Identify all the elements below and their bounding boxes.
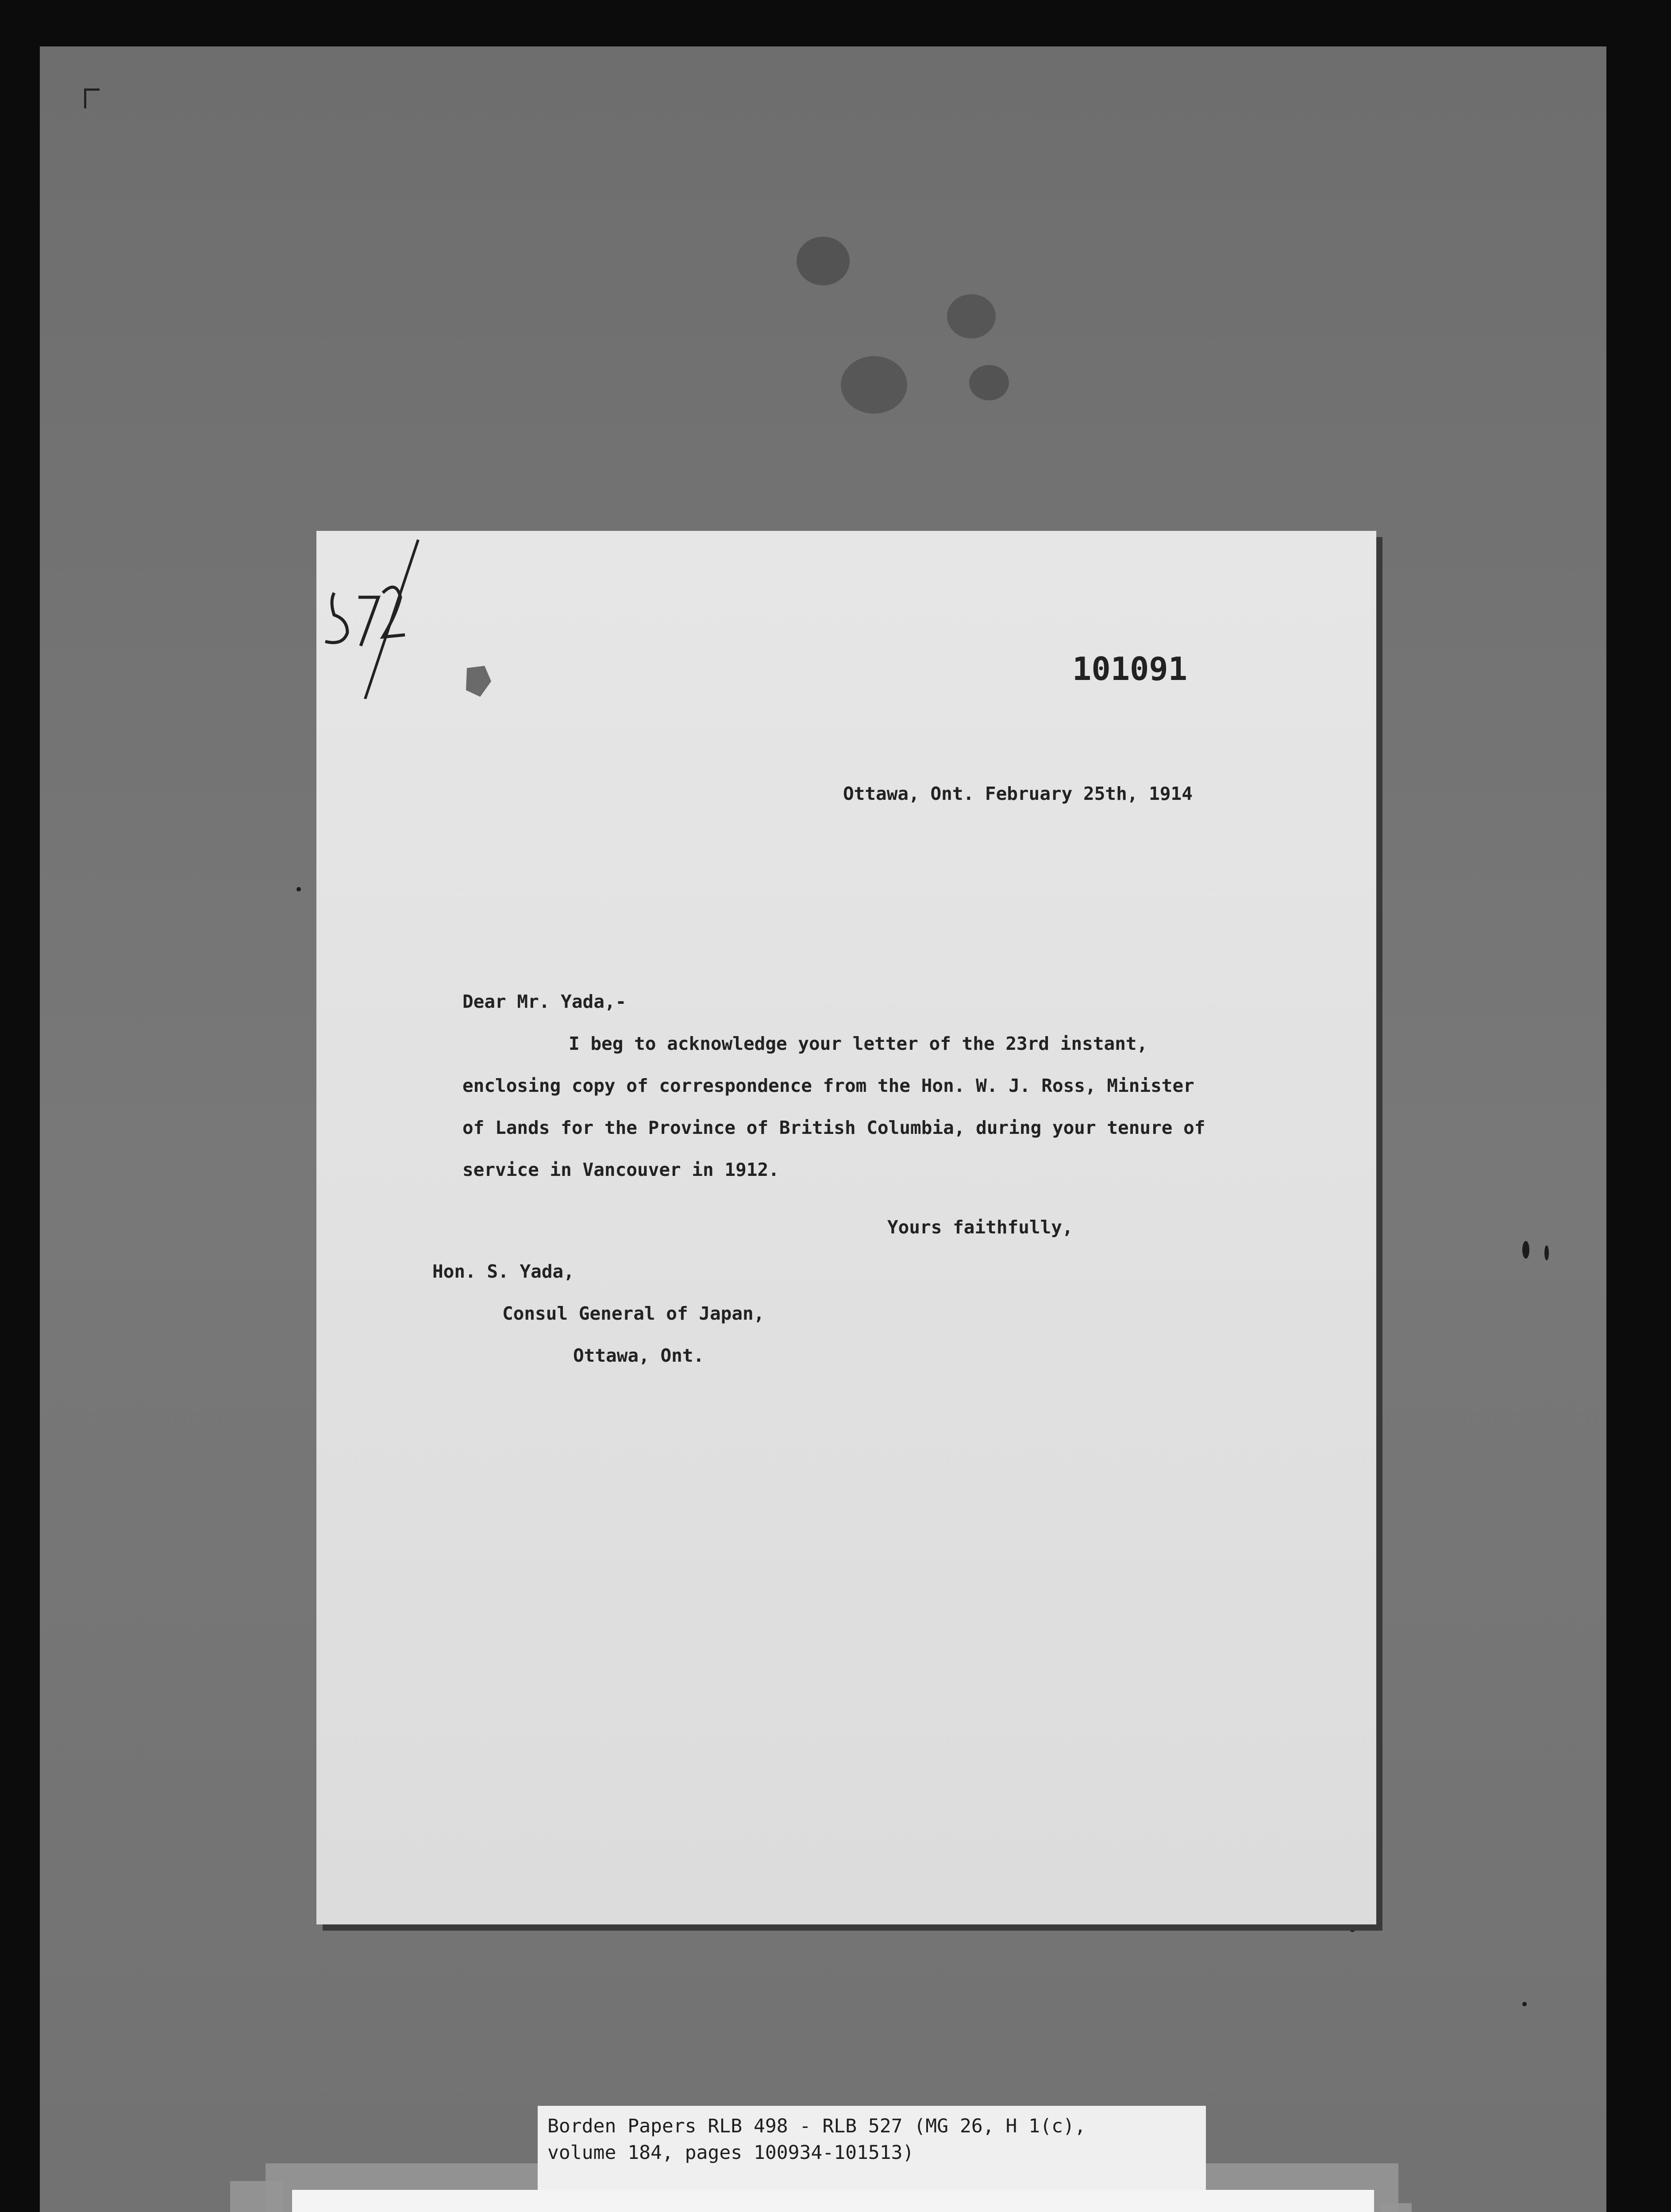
source-line: volume 184, pages 100934-101513) bbox=[547, 2142, 914, 2164]
body-line: of Lands for the Province of British Columbia, during your tenure of bbox=[462, 1117, 1205, 1138]
salutation: Dear Mr. Yada,- bbox=[462, 991, 627, 1012]
body-line: I beg to acknowledge your letter of the 23rd instant, bbox=[569, 1033, 1148, 1054]
closing: Yours faithfully, bbox=[887, 1217, 1073, 1238]
addressee-name: Hon. S. Yada, bbox=[432, 1261, 574, 1282]
handwritten-number-drawing bbox=[316, 531, 423, 699]
handwritten-number bbox=[316, 531, 423, 699]
body-line: enclosing copy of correspondence from the Hon. W. J. Ross, Minister bbox=[462, 1075, 1194, 1096]
source-line: Borden Papers RLB 498 - RLB 527 (MG 26, H 1(c), bbox=[547, 2115, 1086, 2137]
frame-corner-mark bbox=[84, 88, 100, 108]
tape-strip bbox=[1381, 2203, 1412, 2212]
addressee-city: Ottawa, Ont. bbox=[573, 1345, 705, 1366]
document-number: 101091 bbox=[1072, 650, 1188, 687]
body-line: service in Vancouver in 1912. bbox=[462, 1159, 779, 1180]
addressee-title: Consul General of Japan, bbox=[502, 1303, 765, 1324]
tape-strip bbox=[230, 2181, 283, 2212]
date-line: Ottawa, Ont. February 25th, 1914 bbox=[843, 783, 1193, 804]
punch-hole-mark bbox=[462, 664, 493, 699]
letter-page bbox=[316, 531, 1376, 1924]
source-reference-label bbox=[538, 2106, 1206, 2201]
archive-stamp-card bbox=[292, 2190, 1374, 2212]
